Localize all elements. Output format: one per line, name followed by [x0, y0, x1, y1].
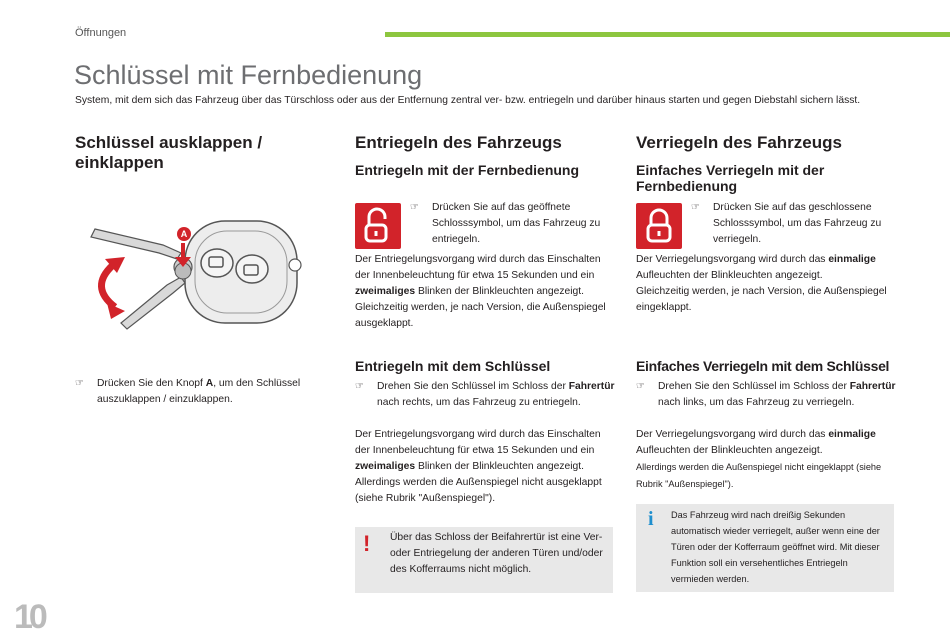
- col2-para2: Der Entriegelungsvorgang wird durch das Einschalten der Innenbeleuchtung für etwa 15 Sekunden und ein zweimaliges Blinken der Blinkleuchten angezeigt. Allerdings werden die Außenspiegel nicht ausgeklappt (siehe Rubrik "Außenspiegel").: [355, 429, 602, 504]
- col1-heading: Schlüssel ausklappen / einklappen: [75, 133, 263, 172]
- unlocked-padlock-icon: [355, 203, 401, 249]
- hand-pointer-icon: ☞: [636, 381, 645, 392]
- col2-heading: Entriegeln des Fahrzeugs: [355, 133, 562, 152]
- hand-pointer-icon: ☞: [75, 378, 84, 389]
- page-subtitle: System, mit dem sich das Fahrzeug über das Türschloss oder aus der Entfernung zentral ver- bzw. entriegeln und darüber hinaus starten und gegen Diebstahl sichern lässt.: [75, 95, 861, 106]
- info-icon: i: [648, 508, 654, 530]
- col2-note-text: Über das Schloss der Beifahrertür ist eine Ver- oder Entriegelung der anderen Türen und/oder des Kofferraums nicht möglich.: [390, 532, 603, 575]
- col3-bullet2: ☞ Drehen Sie den Schlüssel im Schloss der Fahrertür nach links, um das Fahrzeug zu verriegeln.: [636, 379, 896, 411]
- col3-sub2: Einfaches Verriegeln mit dem Schlüssel: [636, 358, 890, 374]
- page-number: 10: [14, 598, 44, 636]
- col2-warning-note: [355, 527, 613, 593]
- col3-note-text: Das Fahrzeug wird nach dreißig Sekunden automatisch wieder verriegelt, außer wenn eine der Türen oder der Kofferraum geöffnet wird. Mit dieser Funktion soll ein versehentliches Entriegeln vermieden werden.: [671, 510, 880, 584]
- col2-sub1: Entriegeln mit der Fernbedienung: [355, 162, 580, 178]
- col2-bullet1: ☞ Drücken Sie auf das geöffnete Schlosssymbol, um das Fahrzeug zu entriegeln.: [410, 200, 615, 248]
- key-illustration: [85, 215, 305, 335]
- button-a-label: A: [177, 227, 191, 241]
- col3-para1: Der Verriegelungsvorgang wird durch das einmalige Aufleuchten der Blinkleuchten angezeigt. Gleichzeitig werden, je nach Version, die Außenspiegel eingeklappt.: [636, 254, 887, 313]
- col3-sub1: Einfaches Verriegeln mit der Fernbedienung: [636, 162, 825, 194]
- section-accent-bar: [385, 32, 950, 37]
- col2-bullet2: ☞ Drehen Sie den Schlüssel im Schloss der Fahrertür nach rechts, um das Fahrzeug zu entriegeln.: [355, 379, 615, 411]
- col2-para1: Der Entriegelungsvorgang wird durch das Einschalten der Innenbeleuchtung für etwa 15 Sekunden und ein zweimaliges Blinken der Blinkleuchten angezeigt. Gleichzeitig werden, je nach Version, die Außenspiegel ausgeklappt.: [355, 254, 606, 329]
- col2-sub2: Entriegeln mit dem Schlüssel: [355, 358, 551, 374]
- col3-info-note: [636, 504, 894, 592]
- section-label: Öffnungen: [75, 27, 127, 39]
- col3-heading: Verriegeln des Fahrzeugs: [636, 133, 842, 152]
- hand-pointer-icon: ☞: [355, 381, 364, 392]
- col1-bullet: [75, 376, 315, 408]
- warning-icon: !: [363, 531, 371, 556]
- hand-pointer-icon: ☞: [410, 202, 419, 213]
- col1-bullet-text: Drücken Sie den Knopf A, um den Schlüssel auszuklappen / einzuklappen.: [97, 378, 301, 405]
- col3-bullet1: ☞ Drücken Sie auf das geschlossene Schlosssymbol, um das Fahrzeug zu verriegeln.: [691, 200, 896, 248]
- hand-pointer-icon: ☞: [691, 202, 700, 213]
- col3-para2: Der Verriegelungsvorgang wird durch das einmalige Aufleuchten der Blinkleuchten angezeigt. Allerdings werden die Außenspiegel nicht eingeklappt (siehe Rubrik "Außenspiegel").: [636, 429, 882, 489]
- page-title: Schlüssel mit Fernbedienung: [74, 60, 423, 90]
- locked-padlock-icon: [636, 203, 682, 249]
